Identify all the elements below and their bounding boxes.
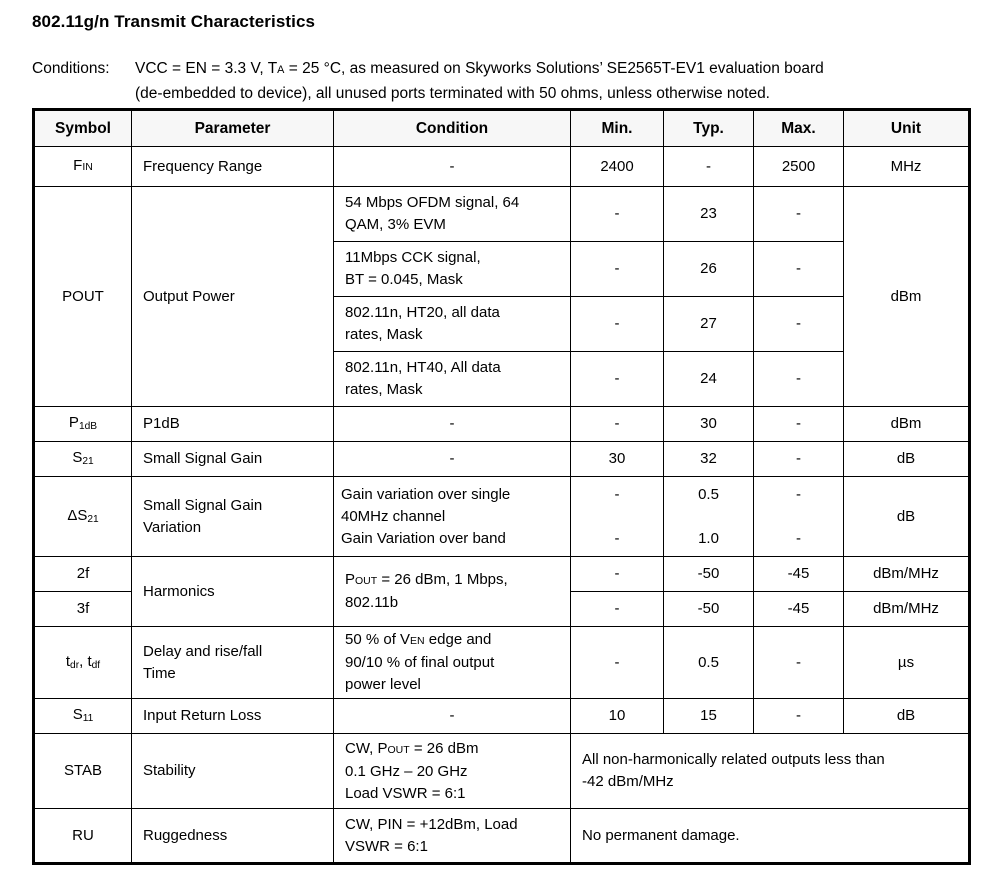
cell-condition: - — [334, 699, 571, 734]
cell-unit: dBm/MHz — [844, 557, 970, 592]
cell-note: No permanent damage. — [571, 809, 970, 864]
cell-max: - — [754, 407, 844, 442]
cell-min: - — [571, 187, 664, 242]
stacked-values: - - — [796, 485, 801, 547]
cell-condition: - — [334, 407, 571, 442]
cell-typ: 27 — [664, 297, 754, 352]
cell-condition: 54 Mbps OFDM signal, 64 QAM, 3% EVM — [334, 187, 571, 242]
cell-condition: 802.11n, HT20, all data rates, Mask — [334, 297, 571, 352]
cell-min: 2400 — [571, 147, 664, 187]
cell-symbol: 3f — [34, 592, 132, 627]
cell-parameter: Harmonics — [132, 557, 334, 627]
table-row — [34, 147, 970, 187]
cell-symbol: RU — [34, 809, 132, 864]
cell-parameter: Delay and rise/fall Time — [132, 627, 334, 699]
column-header: Symbol — [34, 110, 132, 147]
cell-condition: 11Mbps CCK signal, BT = 0.045, Mask — [334, 242, 571, 297]
cell-parameter: Small Signal Gain Variation — [132, 477, 334, 557]
stacked-values: 0.5 1.0 — [698, 485, 719, 547]
table-row — [34, 557, 970, 592]
cell-symbol: tdr, tdf — [34, 627, 132, 699]
cell-typ: 32 — [664, 442, 754, 477]
cell-condition: - — [334, 442, 571, 477]
cell-unit: dBm — [844, 187, 970, 407]
cell-typ: -50 — [664, 557, 754, 592]
cell-note: All non-harmonically related outputs less than -42 dBm/MHz — [571, 734, 970, 809]
header-row — [34, 110, 970, 147]
cell-min: 10 — [571, 699, 664, 734]
column-header: Max. — [754, 110, 844, 147]
cell-symbol: S11 — [34, 699, 132, 734]
cell-max: 2500 — [754, 147, 844, 187]
cell-unit: dBm — [844, 407, 970, 442]
table-row — [34, 442, 970, 477]
cell-min: - — [571, 627, 664, 699]
cell-typ: 0.5 — [664, 627, 754, 699]
table-row — [34, 477, 970, 557]
table-row — [34, 734, 970, 809]
cell-min: - — [571, 242, 664, 297]
cell-unit: dB — [844, 442, 970, 477]
cell-symbol: STAB — [34, 734, 132, 809]
column-header: Typ. — [664, 110, 754, 147]
cell-parameter: Output Power — [132, 187, 334, 407]
cell-min — [571, 477, 664, 557]
table-header — [34, 110, 970, 147]
cell-condition: POUT = 26 dBm, 1 Mbps, 802.11b — [334, 557, 571, 627]
cell-min: 30 — [571, 442, 664, 477]
cell-unit: MHz — [844, 147, 970, 187]
cell-min: - — [571, 592, 664, 627]
cell-symbol: P1dB — [34, 407, 132, 442]
cell-unit: µs — [844, 627, 970, 699]
cell-condition: CW, POUT = 26 dBm 0.1 GHz – 20 GHz Load VSWR = 6:1 — [334, 734, 571, 809]
cell-parameter: Small Signal Gain — [132, 442, 334, 477]
cell-parameter: Ruggedness — [132, 809, 334, 864]
cell-min: - — [571, 557, 664, 592]
cell-symbol: 2f — [34, 557, 132, 592]
table-row — [34, 407, 970, 442]
cell-typ: 23 — [664, 187, 754, 242]
cell-condition: 802.11n, HT40, All data rates, Mask — [334, 352, 571, 407]
cell-max: -45 — [754, 592, 844, 627]
cell-condition: 50 % of VEN edge and 90/10 % of final output power level — [334, 627, 571, 699]
cell-symbol: FIN — [34, 147, 132, 187]
conditions-text — [135, 57, 824, 105]
cell-condition: CW, PIN = +12dBm, Load VSWR = 6:1 — [334, 809, 571, 864]
cell-max: - — [754, 297, 844, 352]
cell-symbol: POUT — [34, 187, 132, 407]
cell-min: - — [571, 352, 664, 407]
page-title: 802.11g/n Transmit Characteristics — [32, 12, 316, 31]
cell-max: - — [754, 352, 844, 407]
conditions-block — [32, 57, 824, 105]
cell-max: - — [754, 627, 844, 699]
table-row — [34, 627, 970, 699]
stacked-values: Gain variation over single 40MHz channel Gain Variation over band — [341, 485, 511, 547]
column-header: Min. — [571, 110, 664, 147]
cell-typ: 30 — [664, 407, 754, 442]
table-body — [34, 147, 970, 864]
table-row — [34, 187, 970, 242]
cell-typ: 24 — [664, 352, 754, 407]
cell-max: - — [754, 442, 844, 477]
cell-min: - — [571, 297, 664, 352]
cell-typ: 26 — [664, 242, 754, 297]
stacked-values: - - — [614, 485, 620, 547]
conditions-line2: (de-embedded to device), all unused ports terminated with 50 ohms, unless otherwise noted. — [135, 85, 770, 102]
conditions-label: Conditions: — [32, 60, 110, 77]
cell-max: - — [754, 187, 844, 242]
cell-condition: - — [334, 147, 571, 187]
cell-max: -45 — [754, 557, 844, 592]
column-header: Parameter — [132, 110, 334, 147]
cell-typ: - — [664, 147, 754, 187]
cell-condition — [334, 477, 571, 557]
cell-symbol: ΔS21 — [34, 477, 132, 557]
cell-symbol: S21 — [34, 442, 132, 477]
cell-unit: dB — [844, 699, 970, 734]
cell-max — [754, 477, 844, 557]
table-row — [34, 809, 970, 864]
cell-min: - — [571, 407, 664, 442]
cell-parameter: P1dB — [132, 407, 334, 442]
cell-parameter: Input Return Loss — [132, 699, 334, 734]
cell-typ: 15 — [664, 699, 754, 734]
column-header: Unit — [844, 110, 970, 147]
cell-typ — [664, 477, 754, 557]
table-row — [34, 699, 970, 734]
cell-unit: dB — [844, 477, 970, 557]
cell-max: - — [754, 699, 844, 734]
cell-typ: -50 — [664, 592, 754, 627]
characteristics-table — [32, 108, 971, 865]
cell-unit: dBm/MHz — [844, 592, 970, 627]
cell-parameter: Frequency Range — [132, 147, 334, 187]
cell-parameter: Stability — [132, 734, 334, 809]
conditions-line1: VCC = EN = 3.3 V, TA = 25 °C, as measured on Skyworks Solutions’ SE2565T-EV1 evaluation board — [135, 60, 824, 77]
cell-max: - — [754, 242, 844, 297]
column-header: Condition — [334, 110, 571, 147]
